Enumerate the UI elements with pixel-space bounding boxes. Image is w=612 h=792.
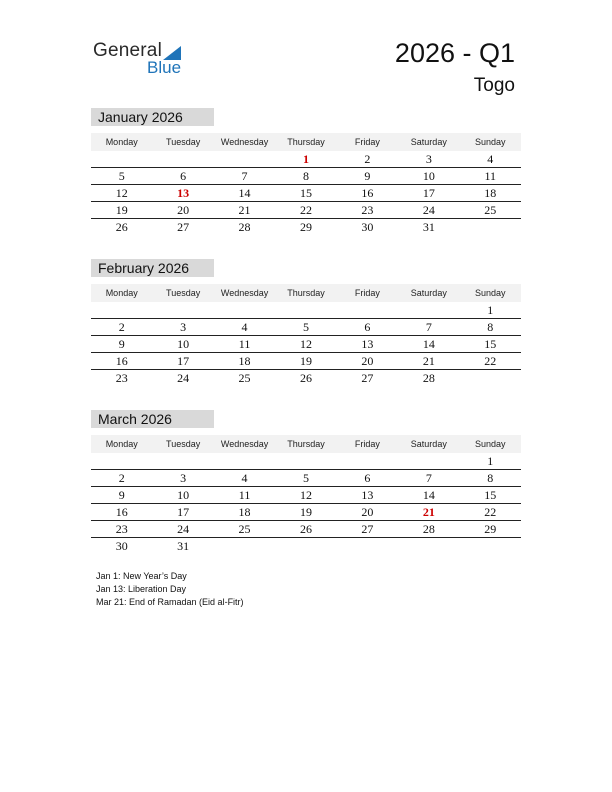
holiday-date: 13 <box>177 186 190 200</box>
weekday-header: Friday <box>354 439 380 449</box>
country-name: Togo <box>473 75 515 96</box>
day-cell <box>152 302 213 318</box>
weekday-header: Sunday <box>474 137 506 147</box>
week-row <box>91 319 521 336</box>
day-cell <box>337 538 398 554</box>
day-cell: 27 <box>361 371 374 385</box>
weekday-header: Tuesday <box>166 288 201 298</box>
weekday-header: Friday <box>354 137 380 147</box>
day-cell: 14 <box>238 186 251 200</box>
day-cell: 22 <box>484 505 497 519</box>
day-cell: 6 <box>180 169 187 183</box>
day-cell <box>91 151 152 167</box>
day-cell: 16 <box>115 354 128 368</box>
day-cell: 15 <box>484 488 497 502</box>
generalblue-logo <box>93 40 193 80</box>
holiday-note: Mar 21: End of Ramadan (Eid al-Fitr) <box>96 597 244 607</box>
day-cell: 18 <box>238 505 251 519</box>
day-cell <box>91 453 152 469</box>
day-cell: 19 <box>299 354 312 368</box>
day-cell: 3 <box>425 152 432 166</box>
day-cell <box>214 453 275 469</box>
day-cell: 15 <box>299 186 312 200</box>
holiday-note: Jan 1: New Year’s Day <box>96 571 187 581</box>
day-cell: 20 <box>177 203 190 217</box>
week-row <box>91 538 521 554</box>
month-march <box>91 410 521 554</box>
day-cell: 7 <box>425 471 432 485</box>
day-cell: 26 <box>115 220 128 234</box>
day-cell: 31 <box>422 220 435 234</box>
weekday-header: Wednesday <box>220 439 269 449</box>
day-cell: 17 <box>177 505 190 519</box>
day-cell <box>214 151 275 167</box>
day-cell: 17 <box>422 186 435 200</box>
day-cell <box>275 302 336 318</box>
day-cell: 8 <box>302 169 309 183</box>
day-cell: 10 <box>177 337 190 351</box>
weekday-header: Monday <box>105 288 138 298</box>
day-cell <box>460 370 521 386</box>
day-cell: 25 <box>484 203 497 217</box>
day-cell: 10 <box>422 169 435 183</box>
week-row <box>91 336 521 353</box>
day-cell: 18 <box>484 186 497 200</box>
day-cell: 13 <box>361 488 374 502</box>
day-cell: 1 <box>487 303 494 317</box>
day-cell: 19 <box>115 203 128 217</box>
day-cell: 23 <box>115 522 128 536</box>
day-cell: 30 <box>361 220 374 234</box>
day-cell: 6 <box>364 471 371 485</box>
day-cell: 13 <box>361 337 374 351</box>
day-cell: 12 <box>299 488 312 502</box>
day-cell: 9 <box>118 337 125 351</box>
day-cell: 7 <box>241 169 248 183</box>
weekday-header-row <box>91 284 521 302</box>
day-cell: 10 <box>177 488 190 502</box>
week-row <box>91 219 521 235</box>
weekday-header: Tuesday <box>166 439 201 449</box>
day-cell: 6 <box>364 320 371 334</box>
day-cell: 3 <box>180 471 187 485</box>
holiday-notes <box>96 570 244 609</box>
weekday-header: Thursday <box>287 288 325 298</box>
day-cell: 8 <box>487 320 494 334</box>
week-row <box>91 521 521 538</box>
day-cell: 2 <box>118 471 125 485</box>
day-cell: 12 <box>115 186 128 200</box>
day-cell <box>152 151 213 167</box>
day-cell: 3 <box>180 320 187 334</box>
day-cell: 9 <box>118 488 125 502</box>
day-cell: 24 <box>422 203 435 217</box>
holiday-date: 1 <box>302 152 309 166</box>
day-cell <box>460 219 521 235</box>
week-row <box>91 453 521 470</box>
week-row <box>91 353 521 370</box>
day-cell: 4 <box>241 471 248 485</box>
day-cell: 11 <box>238 488 251 502</box>
weekday-header-row <box>91 133 521 151</box>
day-cell: 28 <box>422 522 435 536</box>
week-row <box>91 185 521 202</box>
page-title: 2026 - Q1 <box>394 38 515 68</box>
day-cell: 9 <box>364 169 371 183</box>
month-name: February 2026 <box>91 259 214 277</box>
day-cell: 11 <box>238 337 251 351</box>
weekday-header: Thursday <box>287 439 325 449</box>
day-cell: 28 <box>422 371 435 385</box>
day-cell: 21 <box>422 354 435 368</box>
day-cell: 7 <box>425 320 432 334</box>
day-cell: 27 <box>361 522 374 536</box>
day-cell: 23 <box>115 371 128 385</box>
week-row <box>91 470 521 487</box>
month-january <box>91 108 521 235</box>
month-name: March 2026 <box>91 410 214 428</box>
logo-blue-text: Blue <box>147 58 182 77</box>
day-cell <box>460 538 521 554</box>
weekday-header: Monday <box>105 439 138 449</box>
day-cell: 22 <box>299 203 312 217</box>
weekday-header: Monday <box>105 137 138 147</box>
day-cell: 30 <box>115 539 128 553</box>
weekday-header: Thursday <box>287 137 325 147</box>
day-cell <box>152 453 213 469</box>
week-row <box>91 487 521 504</box>
weekday-header: Sunday <box>474 288 506 298</box>
holiday-date: 21 <box>422 505 435 519</box>
weekday-header: Saturday <box>410 288 447 298</box>
day-cell <box>91 302 152 318</box>
day-cell: 25 <box>238 522 251 536</box>
day-cell: 16 <box>115 505 128 519</box>
day-cell <box>214 302 275 318</box>
day-cell: 29 <box>299 220 312 234</box>
day-cell: 25 <box>238 371 251 385</box>
day-cell <box>275 538 336 554</box>
day-cell: 14 <box>422 488 435 502</box>
day-cell: 5 <box>118 169 125 183</box>
logo-general-text: General <box>93 40 162 61</box>
month-name: January 2026 <box>91 108 214 126</box>
day-cell: 2 <box>364 152 371 166</box>
day-cell: 28 <box>238 220 251 234</box>
day-cell: 11 <box>484 169 497 183</box>
day-cell: 23 <box>361 203 374 217</box>
day-cell: 5 <box>302 471 309 485</box>
weekday-header: Wednesday <box>220 288 269 298</box>
day-cell: 8 <box>487 471 494 485</box>
day-cell: 24 <box>177 371 190 385</box>
day-cell <box>337 453 398 469</box>
day-cell: 18 <box>238 354 251 368</box>
day-cell: 26 <box>299 371 312 385</box>
day-cell <box>398 538 459 554</box>
day-cell <box>275 453 336 469</box>
weekday-header: Sunday <box>474 439 506 449</box>
holiday-note: Jan 13: Liberation Day <box>96 584 187 594</box>
day-cell: 21 <box>238 203 251 217</box>
week-row <box>91 151 521 168</box>
day-cell: 12 <box>299 337 312 351</box>
day-cell: 5 <box>302 320 309 334</box>
weekday-header: Tuesday <box>166 137 201 147</box>
day-cell <box>337 302 398 318</box>
weekday-header: Friday <box>354 288 380 298</box>
month-february <box>91 259 521 386</box>
week-row <box>91 302 521 319</box>
day-cell: 29 <box>484 522 497 536</box>
day-cell <box>398 453 459 469</box>
day-cell: 15 <box>484 337 497 351</box>
day-cell: 17 <box>177 354 190 368</box>
day-cell: 22 <box>484 354 497 368</box>
week-row <box>91 202 521 219</box>
day-cell: 4 <box>241 320 248 334</box>
day-cell: 4 <box>487 152 494 166</box>
week-row <box>91 168 521 185</box>
day-cell: 31 <box>177 539 190 553</box>
weekday-header: Saturday <box>410 439 447 449</box>
day-cell: 20 <box>361 505 374 519</box>
day-cell <box>398 302 459 318</box>
week-row <box>91 370 521 386</box>
day-cell: 19 <box>299 505 312 519</box>
weekday-header: Saturday <box>410 137 447 147</box>
week-row <box>91 504 521 521</box>
day-cell: 2 <box>118 320 125 334</box>
day-cell: 1 <box>487 454 494 468</box>
day-cell: 16 <box>361 186 374 200</box>
weekday-header: Wednesday <box>220 137 269 147</box>
day-cell: 20 <box>361 354 374 368</box>
weekday-header-row <box>91 435 521 453</box>
day-cell: 26 <box>299 522 312 536</box>
day-cell: 14 <box>422 337 435 351</box>
day-cell: 24 <box>177 522 190 536</box>
day-cell <box>214 538 275 554</box>
day-cell: 27 <box>177 220 190 234</box>
